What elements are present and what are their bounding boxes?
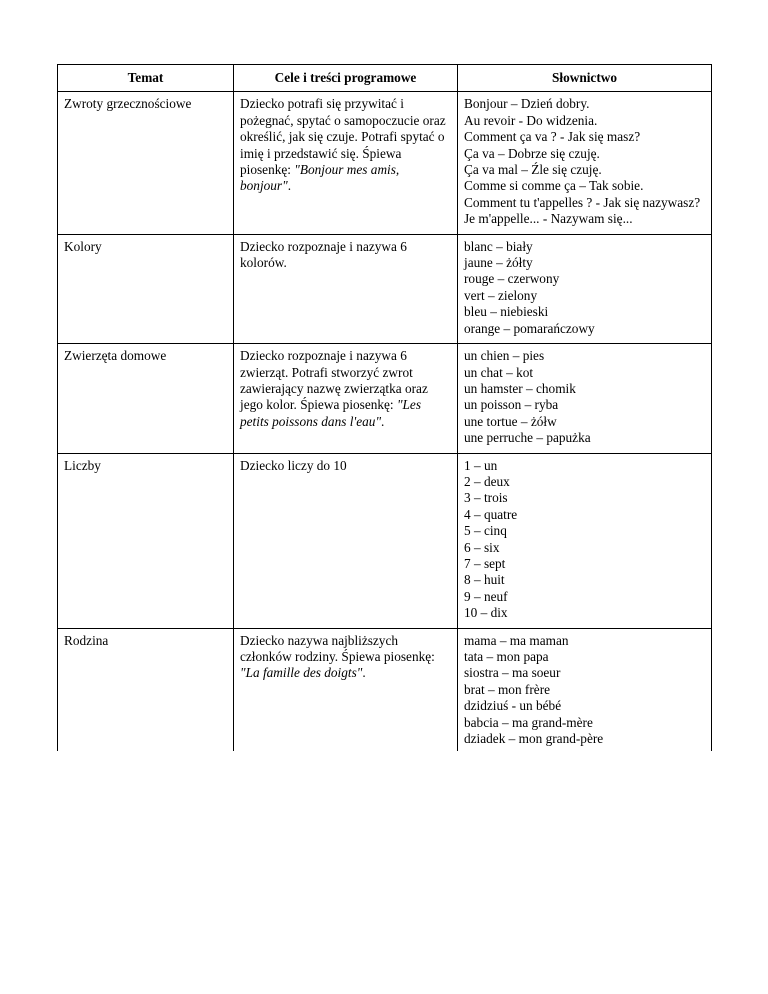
vocab-item: une tortue – żółw — [464, 413, 557, 429]
vocab-item: 10 – dix — [464, 605, 508, 621]
vocab-item: blanc – biały — [464, 238, 533, 254]
vocab-item: 4 – quatre — [464, 506, 518, 522]
vocab-item: jaune – żółty — [464, 255, 533, 271]
vocab-item: Comme si comme ça – Tak sobie. — [464, 178, 644, 194]
vocab-item: 6 – six — [464, 539, 500, 555]
goals-text: Dziecko rozpoznaje i nazywa 6 zwierząt. Potrafi stworzyć zwrot zawierający nazwę zwierzątka oraz jego kolor. Śpiewa piosenkę: — [240, 348, 428, 413]
vocab-item: un poisson – ryba — [464, 397, 559, 413]
vocabulary-cell — [458, 628, 712, 751]
header-vocabulary: Słownictwo — [458, 65, 712, 92]
table-row — [58, 234, 712, 343]
curriculum-table — [57, 64, 712, 751]
vocab-item: 2 – deux — [464, 473, 510, 489]
song-title: "Les petits poissons dans l'eau" — [240, 397, 422, 429]
document-page — [57, 64, 711, 751]
vocabulary-cell — [458, 453, 712, 628]
vocab-item: Au revoir - Do widzenia. — [464, 112, 598, 128]
vocabulary-cell — [458, 92, 712, 234]
topic-cell: Zwierzęta domowe — [58, 344, 234, 453]
vocabulary-cell — [458, 234, 712, 343]
goals-text: Dziecko potrafi się przywitać i pożegnać, spytać o samopoczucie oraz określić, jak się czuje. Potrafi spytać o imię i przedstawić się. Śpiewa piosenkę: — [240, 96, 446, 178]
goals-text: Dziecko liczy do 10 — [240, 457, 347, 473]
vocab-item: un chat – kot — [464, 364, 534, 380]
topic-cell: Zwroty grzecznościowe — [58, 92, 234, 234]
vocab-item: Comment ça va ? - Jak się masz? — [464, 129, 641, 145]
vocab-item: babcia – ma grand-mère — [464, 714, 593, 730]
vocab-item: dziadek – mon grand-père — [464, 731, 604, 747]
topic-cell: Kolory — [58, 234, 234, 343]
goals-cell — [234, 628, 458, 751]
goals-cell — [234, 344, 458, 453]
vocab-item: Bonjour – Dzień dobry. — [464, 96, 590, 112]
vocab-item: bleu – niebieski — [464, 304, 549, 320]
goals-text: Dziecko nazywa najbliższych członków rodziny. Śpiewa piosenkę: — [240, 632, 435, 664]
table-row — [58, 92, 712, 234]
vocab-item: mama – ma maman — [464, 632, 569, 648]
goals-cell — [234, 234, 458, 343]
header-topic: Temat — [58, 65, 234, 92]
vocab-item: orange – pomarańczowy — [464, 320, 595, 336]
vocab-item: une perruche – papużka — [464, 430, 591, 446]
table-row — [58, 453, 712, 628]
vocab-item: Je m'appelle... - Nazywam się... — [464, 211, 633, 227]
vocab-item: 5 – cinq — [464, 523, 507, 539]
goals-cell — [234, 453, 458, 628]
song-title: "Bonjour mes amis, bonjour" — [240, 162, 400, 194]
vocab-item: dzidziuś - un bébé — [464, 698, 562, 714]
goals-after: . — [287, 178, 292, 194]
vocab-item: 9 – neuf — [464, 588, 508, 604]
vocab-item: 7 – sept — [464, 555, 506, 571]
vocab-item: Ça va – Dobrze się czuję. — [464, 145, 600, 161]
vocab-item: un hamster – chomik — [464, 380, 576, 396]
goals-text: Dziecko rozpoznaje i nazywa 6 kolorów. — [240, 238, 407, 271]
goals-after: . — [381, 413, 385, 429]
vocab-item: brat – mon frère — [464, 681, 551, 697]
header-goals: Cele i treści programowe — [234, 65, 458, 92]
topic-cell: Liczby — [58, 453, 234, 628]
table-row — [58, 628, 712, 751]
vocab-item: un chien – pies — [464, 348, 545, 364]
vocab-item: Ça va mal – Źle się czuję. — [464, 162, 602, 178]
vocab-item: vert – zielony — [464, 287, 538, 303]
vocab-item: Comment tu t'appelles ? - Jak się nazywasz? — [464, 194, 701, 210]
vocab-item: 1 – un — [464, 457, 498, 473]
vocabulary-cell — [458, 344, 712, 453]
topic-cell: Rodzina — [58, 628, 234, 751]
vocab-item: rouge – czerwony — [464, 271, 560, 287]
song-title: "La famille des doigts" — [240, 665, 363, 681]
vocab-item: tata – mon papa — [464, 649, 549, 664]
table-row — [58, 344, 712, 453]
goals-after: . — [362, 665, 366, 681]
vocab-item: 8 – huit — [464, 572, 505, 588]
goals-cell — [234, 92, 458, 234]
vocab-item: 3 – trois — [464, 490, 508, 506]
table-header-row — [58, 65, 712, 92]
vocab-item: siostra – ma soeur — [464, 665, 561, 681]
